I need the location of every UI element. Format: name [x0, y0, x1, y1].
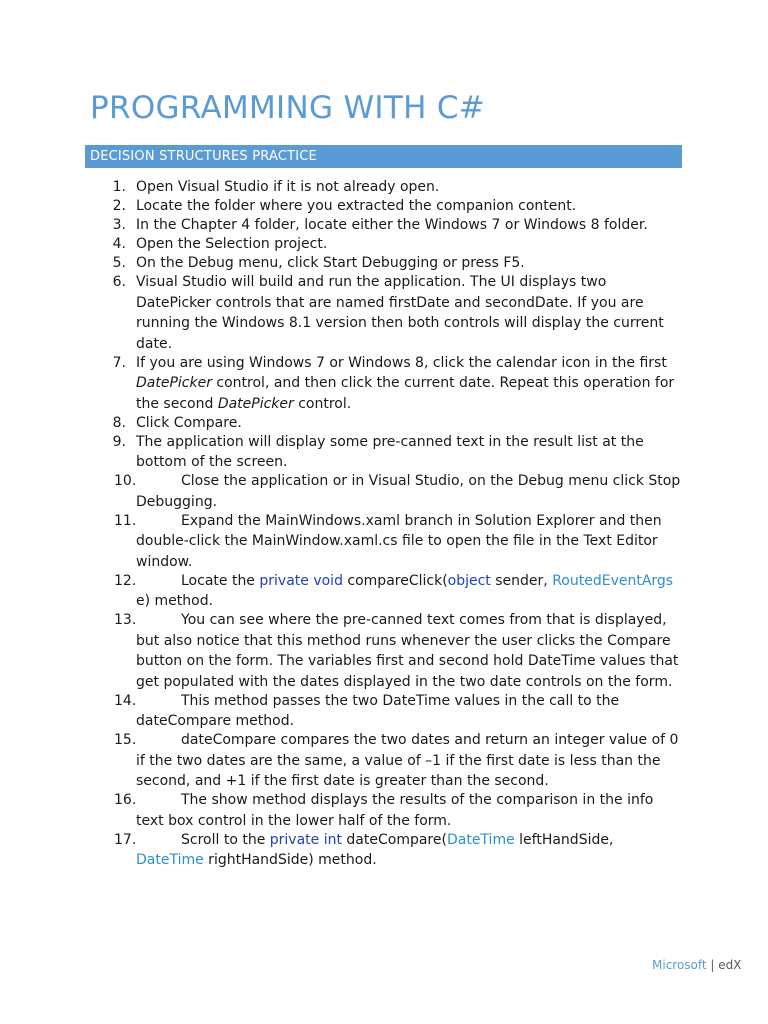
step-text: [136, 236, 327, 252]
step-text: [136, 693, 619, 730]
code-keyword: private void: [259, 572, 343, 589]
list-item: [85, 432, 685, 473]
text-run: On the Debug menu, click Start Debugging or press F5.: [136, 255, 525, 271]
list-item: [85, 830, 685, 871]
text-run: rightHandSide) method.: [203, 852, 377, 868]
step-text: [136, 274, 664, 352]
list-item: [85, 177, 685, 198]
text-run: The show method displays the results of the comparison in the info text box control in the lower half of the form.: [136, 792, 654, 829]
text-run: Open Visual Studio if it is not already open.: [136, 179, 440, 195]
text-run: dateCompare compares the two dates and return an integer value of 0 if the two dates are the same, a value of –1 if the first date is less than the second, and +1 if the first date is greater than the second.: [136, 732, 679, 789]
step-number: 2.: [112, 198, 126, 214]
text-run: dateCompare(: [341, 831, 447, 848]
step-text: [136, 612, 678, 690]
text-run: control.: [293, 395, 352, 412]
step-number: 12.: [114, 572, 137, 589]
text-run: leftHandSide,: [514, 831, 614, 848]
steps-list: [85, 177, 685, 869]
step-text: [136, 355, 674, 412]
list-item: [85, 272, 685, 354]
text-run: compareClick(: [342, 572, 448, 589]
text-run: Expand the MainWindows.xaml branch in Solution Explorer and then double-click the MainWindow.xaml.cs file to open the file in the Text Editor window.: [136, 512, 662, 570]
step-text: [136, 573, 673, 610]
step-number: 3.: [112, 217, 126, 233]
list-item: [85, 471, 685, 512]
step-text: [136, 792, 653, 829]
italic-term: DatePicker: [136, 375, 212, 391]
step-text: [136, 732, 678, 789]
text-run: control, and then click the current date. Repeat this operation for the second: [136, 375, 675, 412]
step-number: 15.: [114, 732, 137, 748]
code-keyword: object: [447, 572, 491, 589]
text-run: e) method.: [136, 593, 214, 609]
list-item: [85, 196, 685, 217]
step-number: 16.: [114, 792, 137, 808]
text-run: Click Compare.: [136, 414, 242, 431]
list-item: [85, 691, 685, 732]
step-number: 7.: [112, 354, 126, 371]
text-run: If you are using Windows 7 or Windows 8, click the calendar icon in the first: [136, 354, 667, 371]
footer-brand: Microsoft: [652, 958, 707, 972]
list-item: [85, 215, 685, 236]
code-type: DateTime: [136, 852, 204, 868]
footer-partner: edX: [718, 958, 742, 972]
footer: [652, 958, 742, 972]
text-run: In the Chapter 4 folder, locate either the Windows 7 or Windows 8 folder.: [136, 217, 648, 233]
step-number: 8.: [112, 414, 126, 431]
text-run: You can see where the pre-canned text comes from that is displayed, but also notice that this method runs whenever the user clicks the Compare button on the form. The variables first and second hold DateTime values that get populated with the dates displayed in the two date controls on the form.: [136, 612, 679, 690]
step-text: [136, 198, 576, 214]
step-number: 14.: [114, 692, 137, 709]
list-item: [85, 511, 685, 573]
list-item: [85, 253, 685, 274]
text-run: Close the application or in Visual Studio, on the Debug menu click Stop Debugging.: [136, 473, 681, 510]
footer-separator: |: [706, 958, 719, 972]
step-text: [136, 473, 680, 510]
text-run: Visual Studio will build and run the application. The UI displays two DatePicker controls that are named firstDate and secondDate. If you are running the Windows 8.1 version then both controls will display the current date.: [136, 274, 664, 352]
list-item: [85, 790, 685, 831]
step-number: 5.: [112, 255, 126, 271]
text-run: Locate the folder where you extracted the companion content.: [136, 198, 577, 214]
text-run: Locate the: [181, 572, 260, 589]
text-run: The application will display some pre-canned text in the result list at the bottom of the screen.: [136, 433, 644, 470]
step-number: 13.: [114, 612, 137, 628]
step-number: 10.: [114, 473, 137, 489]
step-text: [136, 513, 662, 570]
text-run: This method passes the two DateTime values in the call to the dateCompare method.: [136, 692, 620, 729]
step-text: [136, 415, 242, 431]
list-item: [85, 730, 685, 792]
step-text: [136, 255, 525, 271]
list-item: [85, 234, 685, 255]
code-type: RoutedEventArgs: [552, 572, 674, 589]
step-number: 17.: [114, 831, 137, 848]
step-text: [136, 832, 613, 869]
text-run: Open the Selection project.: [136, 236, 328, 252]
text-run: sender,: [490, 572, 553, 589]
step-number: 1.: [112, 179, 126, 195]
step-text: [136, 217, 648, 233]
step-number: 11.: [114, 512, 137, 529]
step-number: 4.: [112, 236, 126, 252]
step-text: [136, 434, 644, 471]
list-item: [85, 610, 685, 692]
list-item: [85, 353, 685, 415]
section-heading-bar: DECISION STRUCTURES PRACTICE: [85, 145, 682, 168]
list-item: [85, 571, 685, 612]
code-keyword: private int: [269, 831, 342, 848]
text-run: Scroll to the: [181, 831, 270, 848]
step-text: [136, 179, 439, 195]
step-number: 9.: [112, 433, 126, 450]
list-item: [85, 413, 685, 434]
code-type: DateTime: [446, 831, 515, 848]
italic-term: DatePicker: [217, 395, 294, 412]
step-number: 6.: [112, 274, 126, 290]
document-title: PROGRAMMING WITH C#: [90, 90, 486, 126]
